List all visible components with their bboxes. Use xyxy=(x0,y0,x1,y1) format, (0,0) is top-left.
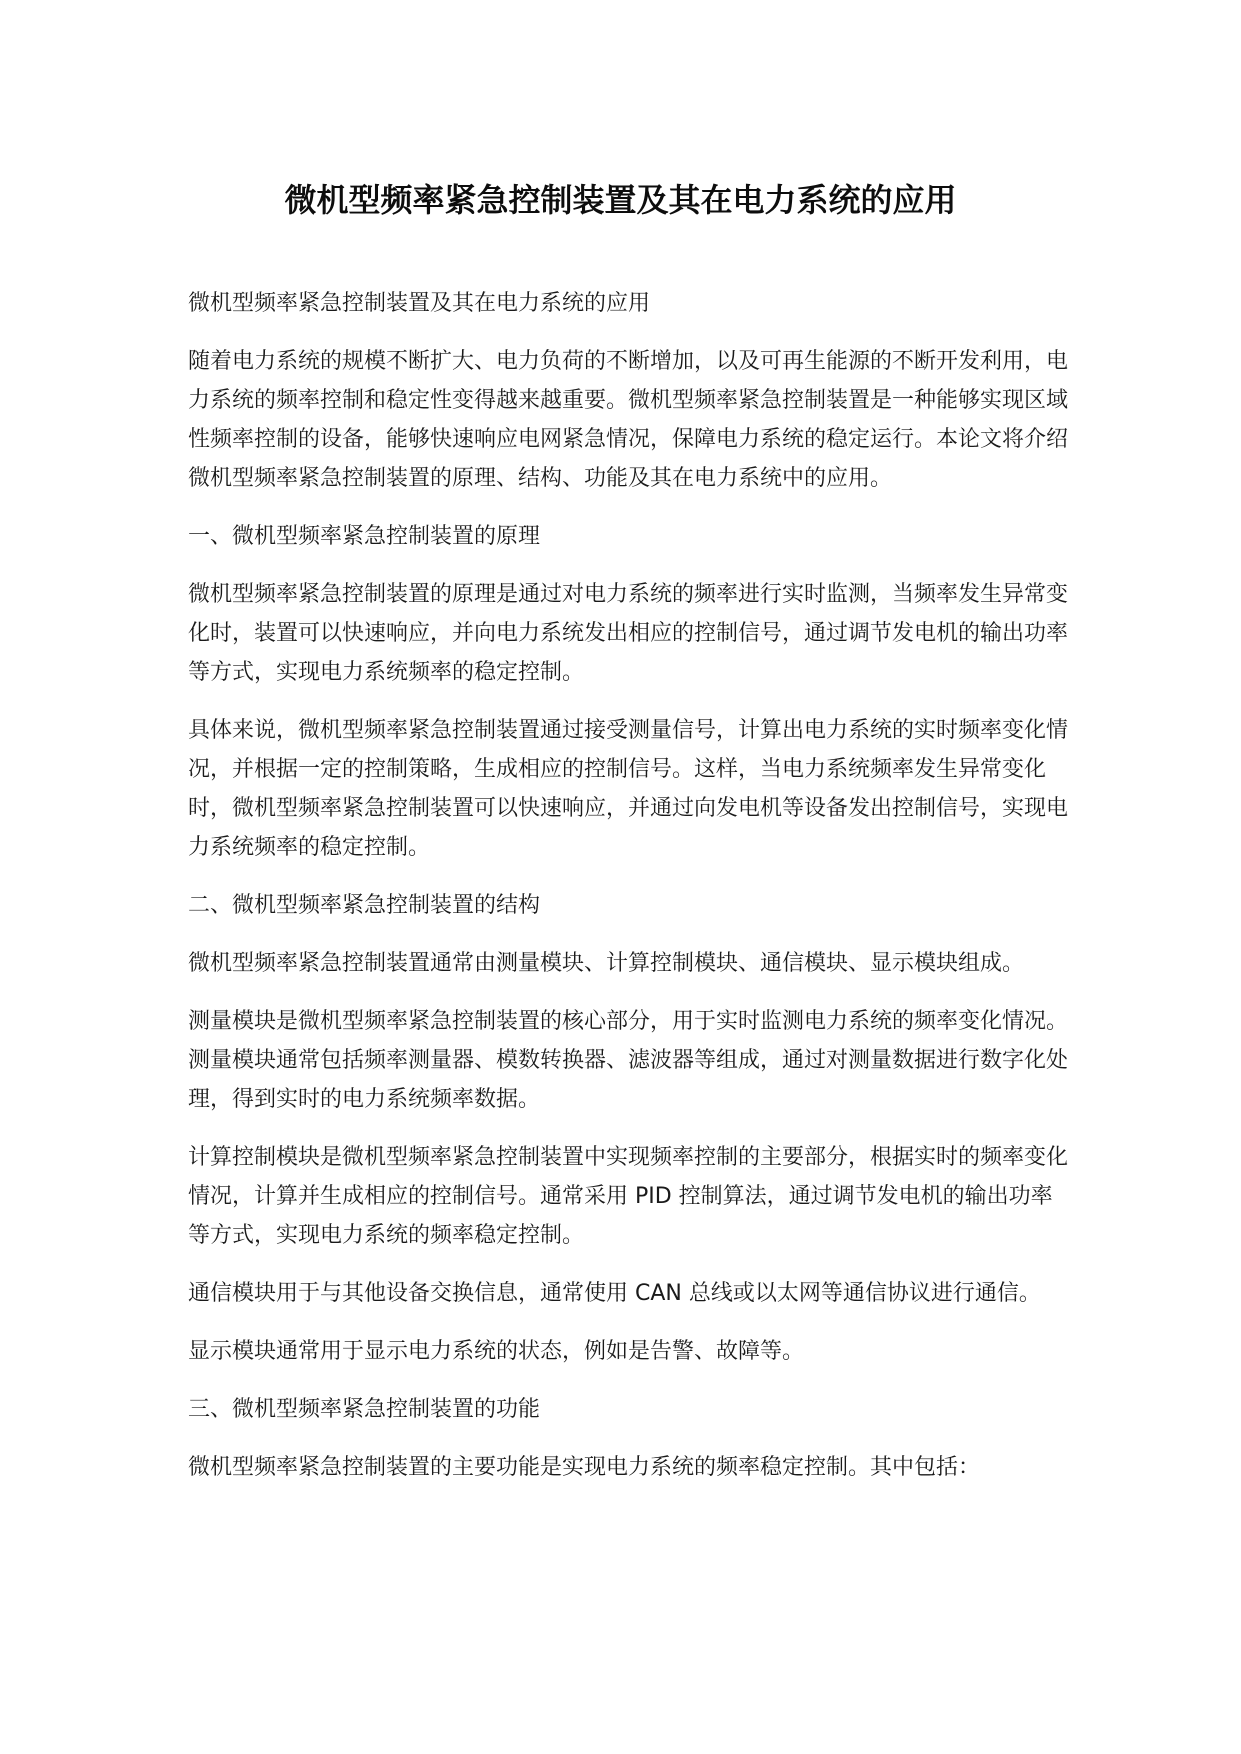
document-body xyxy=(188,284,1068,1506)
function-paragraph: 微机型频率紧急控制装置的主要功能是实现电力系统的频率稳定控制。其中包括： xyxy=(188,1455,981,1480)
control-module-paragraph: 计算控制模块是微机型频率紧急控制装置中实现频率控制的主要部分，根据实时的频率变化情况，计算并生成相应的控制信号。通常采用 PID 控制算法，通过调节发电机的输出功率等方式，实现电力系统的频率稳定控制。 xyxy=(188,1145,1069,1248)
section-heading-principle: 一、微机型频率紧急控制装置的原理 xyxy=(188,524,541,549)
section-heading-structure: 二、微机型频率紧急控制装置的结构 xyxy=(188,893,541,918)
section-heading-function: 三、微机型频率紧急控制装置的功能 xyxy=(188,1397,541,1422)
document-title: 微机型频率紧急控制装置及其在电力系统的应用 xyxy=(284,181,957,219)
principle-detail-paragraph: 具体来说，微机型频率紧急控制装置通过接受测量信号，计算出电力系统的实时频率变化情况，并根据一定的控制策略，生成相应的控制信号。这样，当电力系统频率发生异常变化时，微机型频率紧急控制装置可以快速响应，并通过向发电机等设备发出控制信号，实现电力系统频率的稳定控制。 xyxy=(188,718,1069,860)
principle-paragraph: 微机型频率紧急控制装置的原理是通过对电力系统的频率进行实时监测，当频率发生异常变化时，装置可以快速响应，并向电力系统发出相应的控制信号，通过调节发电机的输出功率等方式，实现电力系统频率的稳定控制。 xyxy=(188,582,1069,685)
structure-overview-paragraph: 微机型频率紧急控制装置通常由测量模块、计算控制模块、通信模块、显示模块组成。 xyxy=(188,951,1025,976)
display-module-paragraph: 显示模块通常用于显示电力系统的状态，例如是告警、故障等。 xyxy=(188,1339,805,1364)
communication-module-paragraph: 通信模块用于与其他设备交换信息，通常使用 CAN 总线或以太网等通信协议进行通信。 xyxy=(188,1281,1041,1306)
measurement-module-paragraph: 测量模块是微机型频率紧急控制装置的核心部分，用于实时监测电力系统的频率变化情况。测量模块通常包括频率测量器、模数转换器、滤波器等组成，通过对测量数据进行数字化处理，得到实时的电力系统频率数据。 xyxy=(188,1009,1069,1112)
intro-paragraph: 随着电力系统的规模不断扩大、电力负荷的不断增加，以及可再生能源的不断开发利用，电力系统的频率控制和稳定性变得越来越重要。微机型频率紧急控制装置是一种能够实现区域性频率控制的设备，能够快速响应电网紧急情况，保障电力系统的稳定运行。本论文将介绍微机型频率紧急控制装置的原理、结构、功能及其在电力系统中的应用。 xyxy=(188,349,1069,491)
subtitle-paragraph: 微机型频率紧急控制装置及其在电力系统的应用 xyxy=(188,291,651,316)
